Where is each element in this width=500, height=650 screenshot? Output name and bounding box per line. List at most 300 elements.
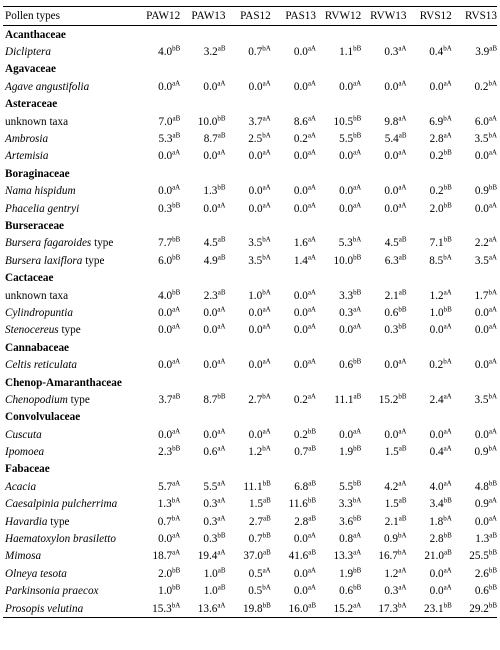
value-number: 0.6 (474, 585, 489, 598)
taxon-name-text: Haematoxylon brasiletto (5, 533, 116, 546)
significance-letters: bB (488, 600, 497, 609)
value-cell (271, 478, 316, 495)
value-number: 0.3 (203, 533, 218, 546)
value-number: 0.0 (429, 324, 444, 337)
significance-letters: bA (443, 113, 452, 122)
value-cell (180, 113, 225, 130)
table-row (3, 356, 497, 373)
value-number: 11.1 (243, 480, 263, 493)
value-cell (226, 530, 271, 547)
family-name: Cactaceae (5, 272, 54, 285)
value-cell (135, 583, 180, 600)
significance-letters: aA (262, 113, 271, 122)
significance-letters: aA (398, 479, 407, 488)
family-name: Burseraceae (5, 219, 65, 232)
taxon-name-text: Stenocereus (5, 324, 59, 337)
value-cell (316, 530, 361, 547)
family-name: Asteraceae (5, 98, 58, 111)
taxon-name (3, 43, 135, 60)
taxon-name (3, 600, 135, 618)
table-row (3, 200, 497, 217)
value-cell (361, 356, 406, 373)
value-cell (361, 426, 406, 443)
value-number: 0.0 (429, 428, 444, 441)
value-number: 7.1 (429, 237, 444, 250)
value-number: 0.0 (384, 185, 399, 198)
value-cell (135, 478, 180, 495)
value-cell (452, 235, 497, 252)
column-header-rvw12: RVW12 (316, 7, 361, 26)
value-number: 5.5 (339, 480, 354, 493)
taxon-name (3, 478, 135, 495)
value-cell (452, 391, 497, 408)
value-cell (226, 443, 271, 460)
value-number: 1.0 (203, 567, 218, 580)
value-cell (316, 548, 361, 565)
value-number: 1.3 (157, 498, 172, 511)
significance-letters: bB (443, 183, 452, 192)
taxon-name-text: Bursera fagaroides (5, 237, 92, 250)
table-row (3, 443, 497, 460)
value-number: 4.0 (158, 289, 173, 302)
significance-letters: aB (217, 253, 226, 262)
significance-letters: bB (172, 235, 181, 244)
value-number: 1.7 (474, 289, 489, 302)
value-cell (271, 43, 316, 60)
value-cell (361, 148, 406, 165)
significance-letters: aA (443, 322, 452, 331)
significance-letters: bA (262, 287, 271, 296)
taxon-name (3, 391, 135, 408)
value-number: 0.0 (293, 359, 308, 372)
significance-letters: bB (398, 392, 407, 401)
significance-letters: bA (488, 131, 497, 140)
family-row (3, 96, 497, 113)
value-cell (180, 200, 225, 217)
significance-letters: aA (172, 322, 181, 331)
value-number: 1.0 (203, 585, 218, 598)
value-number: 3.5 (474, 254, 489, 267)
value-number: 0.6 (384, 306, 399, 319)
value-cell (135, 443, 180, 460)
table-row (3, 583, 497, 600)
table-row (3, 252, 497, 269)
value-cell (361, 322, 406, 339)
value-number: 0.0 (339, 80, 354, 93)
family-name: Agavaceae (5, 63, 56, 76)
significance-letters: aA (488, 148, 497, 157)
taxon-name (3, 565, 135, 582)
value-number: 1.2 (384, 567, 399, 580)
significance-letters: aA (488, 253, 497, 262)
value-number: 0.0 (474, 306, 489, 319)
value-number: 0.0 (384, 80, 399, 93)
value-number: 1.8 (429, 515, 444, 528)
value-cell (316, 496, 361, 513)
taxon-name-text: Caesalpinia pulcherrima (5, 498, 118, 511)
family-name: Cannabaceae (5, 341, 70, 354)
value-cell (226, 43, 271, 60)
significance-letters: bB (353, 444, 362, 453)
significance-letters: aA (398, 566, 407, 575)
value-number: 0.7 (294, 446, 309, 459)
value-cell (361, 496, 406, 513)
taxon-name (3, 252, 135, 269)
value-number: 0.0 (248, 306, 263, 319)
taxon-name (3, 426, 135, 443)
significance-letters: aA (443, 392, 452, 401)
table-row (3, 183, 497, 200)
significance-letters: aA (217, 426, 226, 435)
value-cell (271, 200, 316, 217)
value-cell (271, 530, 316, 547)
value-cell (226, 183, 271, 200)
family-name: Boraginaceae (5, 167, 70, 180)
significance-letters: aB (308, 479, 316, 488)
value-cell (271, 496, 316, 513)
value-number: 0.4 (429, 46, 444, 59)
taxon-name-text: unknown taxa (5, 115, 69, 128)
value-cell (452, 600, 497, 618)
value-number: 0.2 (429, 150, 444, 163)
value-number: 4.2 (384, 480, 399, 493)
taxon-name-text: Ambrosia (5, 133, 49, 146)
value-number: 1.5 (384, 446, 399, 459)
significance-letters: bB (398, 322, 407, 331)
value-cell (316, 235, 361, 252)
significance-letters: aA (307, 322, 316, 331)
value-cell (361, 235, 406, 252)
value-cell (316, 583, 361, 600)
value-number: 5.5 (203, 480, 218, 493)
value-number: 0.0 (429, 80, 444, 93)
significance-letters: bA (352, 496, 362, 505)
significance-letters: bB (353, 357, 362, 366)
table-row (3, 426, 497, 443)
table-row (3, 530, 497, 547)
significance-letters: aB (308, 600, 316, 609)
value-cell (135, 513, 180, 530)
value-number: 0.2 (293, 428, 308, 441)
taxon-name-text: Dicliptera (5, 46, 51, 59)
value-cell (452, 443, 497, 460)
value-cell (361, 530, 406, 547)
column-header-paw13: PAW13 (180, 7, 225, 26)
significance-letters: bA (443, 513, 452, 522)
value-number: 4.5 (384, 237, 399, 250)
family-row (3, 269, 497, 286)
significance-letters: bA (262, 44, 271, 53)
value-cell (407, 600, 452, 618)
value-number: 0.0 (384, 359, 399, 372)
value-number: 6.9 (429, 115, 444, 128)
significance-letters: aA (307, 131, 316, 140)
value-number: 3.7 (248, 115, 263, 128)
value-cell (452, 304, 497, 321)
value-number: 4.5 (203, 237, 218, 250)
value-cell (407, 565, 452, 582)
value-number: 0.3 (384, 324, 399, 337)
significance-letters: bA (488, 287, 497, 296)
significance-letters: aB (262, 496, 271, 505)
table-row (3, 130, 497, 147)
significance-letters: aB (262, 513, 271, 522)
value-number: 8.6 (293, 115, 308, 128)
value-number: 0.0 (248, 359, 263, 372)
significance-letters: aA (262, 183, 271, 192)
family-row (3, 61, 497, 78)
value-cell (407, 443, 452, 460)
value-cell (271, 426, 316, 443)
significance-letters: aA (307, 392, 316, 401)
family-name: Chenop-Amaranthaceae (5, 376, 122, 389)
taxon-name (3, 583, 135, 600)
significance-letters: aA (353, 200, 362, 209)
significance-letters: aA (443, 566, 452, 575)
significance-letters: aA (488, 426, 497, 435)
significance-letters: bA (262, 444, 271, 453)
value-number: 0.3 (203, 498, 218, 511)
value-cell (135, 252, 180, 269)
significance-letters: aA (217, 148, 226, 157)
value-cell (361, 443, 406, 460)
value-number: 0.2 (429, 185, 444, 198)
family-row (3, 26, 497, 44)
value-cell (452, 43, 497, 60)
value-cell (180, 235, 225, 252)
significance-letters: aA (443, 426, 452, 435)
significance-letters: aA (353, 426, 362, 435)
value-cell (180, 148, 225, 165)
value-cell (180, 78, 225, 95)
value-cell (316, 356, 361, 373)
value-cell (361, 304, 406, 321)
value-number: 0.0 (474, 359, 489, 372)
value-number: 0.0 (158, 185, 173, 198)
value-number: 5.4 (384, 133, 399, 146)
value-cell (361, 43, 406, 60)
value-number: 0.0 (248, 185, 263, 198)
value-number: 2.1 (384, 289, 399, 302)
significance-letters: bB (353, 253, 362, 262)
value-cell (316, 78, 361, 95)
value-number: 3.3 (339, 289, 354, 302)
value-cell (452, 287, 497, 304)
value-number: 0.2 (293, 393, 308, 406)
value-cell (361, 183, 406, 200)
value-cell (180, 391, 225, 408)
value-number: 0.9 (474, 185, 489, 198)
value-number: 0.5 (248, 567, 263, 580)
significance-letters: aA (262, 79, 271, 88)
value-number: 1.9 (339, 567, 354, 580)
significance-letters: aA (217, 496, 226, 505)
value-number: 3.5 (474, 133, 489, 146)
value-number: 0.0 (158, 80, 173, 93)
significance-letters: aA (217, 548, 226, 557)
significance-letters: bA (171, 513, 181, 522)
taxon-name (3, 287, 135, 304)
value-number: 11.6 (288, 498, 308, 511)
value-cell (361, 130, 406, 147)
significance-letters: bB (172, 287, 181, 296)
value-cell (135, 548, 180, 565)
significance-letters: bB (488, 583, 497, 592)
significance-letters: bB (172, 253, 181, 262)
significance-letters: aA (353, 531, 362, 540)
taxon-name (3, 513, 135, 530)
table-row (3, 391, 497, 408)
value-cell (361, 287, 406, 304)
table-row (3, 113, 497, 130)
value-number: 9.8 (384, 115, 399, 128)
column-header-paw12: PAW12 (135, 7, 180, 26)
value-cell (407, 583, 452, 600)
value-number: 0.0 (293, 46, 308, 59)
table-row (3, 43, 497, 60)
significance-letters: aA (398, 183, 407, 192)
value-cell (407, 548, 452, 565)
value-cell (226, 78, 271, 95)
significance-letters: aA (353, 548, 362, 557)
taxon-name-text: Ipomoea (5, 446, 45, 459)
significance-letters: aA (172, 183, 181, 192)
family-row (3, 409, 497, 426)
value-cell (361, 583, 406, 600)
value-number: 0.0 (248, 150, 263, 163)
family-name: Convolvulaceae (5, 411, 81, 424)
value-cell (271, 356, 316, 373)
significance-letters: aA (443, 287, 452, 296)
significance-letters: aB (217, 131, 226, 140)
value-cell (271, 565, 316, 582)
significance-letters: aA (217, 357, 226, 366)
significance-letters: aA (307, 253, 316, 262)
value-number: 6.0 (158, 254, 173, 267)
significance-letters: bB (443, 235, 452, 244)
value-cell (180, 600, 225, 618)
table-row (3, 78, 497, 95)
significance-letters: bB (307, 426, 316, 435)
value-cell (226, 513, 271, 530)
significance-letters: aA (172, 148, 181, 157)
table-row (3, 600, 497, 618)
value-cell (452, 583, 497, 600)
taxon-name (3, 200, 135, 217)
value-cell (452, 496, 497, 513)
value-cell (316, 600, 361, 618)
value-cell (180, 304, 225, 321)
taxon-name-text: unknown taxa (5, 289, 69, 302)
significance-letters: aA (262, 357, 271, 366)
significance-letters: aA (398, 583, 407, 592)
value-cell (407, 78, 452, 95)
value-number: 0.0 (203, 324, 218, 337)
value-number: 0.3 (158, 202, 173, 215)
value-number: 2.4 (429, 393, 444, 406)
significance-letters: aA (488, 513, 497, 522)
taxon-name (3, 304, 135, 321)
value-cell (316, 304, 361, 321)
taxon-name-text: Cuscuta (5, 428, 42, 441)
significance-letters: aA (443, 79, 452, 88)
significance-letters: aA (262, 200, 271, 209)
value-cell (226, 113, 271, 130)
significance-letters: aB (398, 444, 407, 453)
taxon-name (3, 148, 135, 165)
significance-letters: aB (217, 287, 226, 296)
value-number: 13.3 (333, 550, 354, 563)
significance-letters: aA (488, 200, 497, 209)
significance-letters: aA (217, 600, 226, 609)
significance-letters: aB (217, 566, 226, 575)
taxon-name (3, 443, 135, 460)
significance-letters: aB (217, 235, 226, 244)
significance-letters: aA (353, 322, 362, 331)
significance-letters: bA (443, 253, 452, 262)
value-cell (361, 548, 406, 565)
value-cell (407, 130, 452, 147)
value-number: 4.0 (158, 46, 173, 59)
value-number: 19.8 (243, 602, 263, 615)
table-row (3, 304, 497, 321)
value-number: 11.1 (334, 393, 354, 406)
table-row (3, 322, 497, 339)
value-cell (316, 200, 361, 217)
value-cell (135, 356, 180, 373)
value-cell (316, 287, 361, 304)
value-number: 2.1 (384, 515, 399, 528)
value-cell (271, 548, 316, 565)
value-number: 0.0 (203, 150, 218, 163)
table-row (3, 148, 497, 165)
value-number: 1.2 (248, 446, 263, 459)
significance-letters: bB (488, 566, 497, 575)
value-cell (271, 322, 316, 339)
significance-letters: bB (172, 566, 181, 575)
value-cell (452, 113, 497, 130)
value-number: 3.5 (474, 393, 489, 406)
value-cell (407, 322, 452, 339)
significance-letters: bB (353, 131, 362, 140)
significance-letters: bB (217, 392, 226, 401)
value-cell (135, 287, 180, 304)
significance-letters: bB (443, 496, 452, 505)
significance-letters: bA (262, 131, 271, 140)
value-number: 0.2 (474, 80, 489, 93)
table-row (3, 513, 497, 530)
value-number: 8.7 (203, 133, 218, 146)
value-number: 15.2 (378, 393, 399, 406)
significance-letters: aB (398, 253, 407, 262)
value-cell (226, 130, 271, 147)
value-cell (271, 583, 316, 600)
significance-letters: aA (307, 287, 316, 296)
value-cell (452, 130, 497, 147)
significance-letters: aA (262, 322, 271, 331)
value-number: 0.0 (248, 324, 263, 337)
value-cell (135, 130, 180, 147)
significance-letters: bB (217, 113, 226, 122)
value-number: 0.4 (429, 446, 444, 459)
significance-letters: aA (217, 444, 226, 453)
value-cell (407, 496, 452, 513)
value-number: 0.2 (293, 133, 308, 146)
value-number: 10.5 (333, 115, 354, 128)
table-row (3, 235, 497, 252)
column-header-rvs12: RVS12 (407, 7, 452, 26)
table-body (3, 26, 497, 618)
